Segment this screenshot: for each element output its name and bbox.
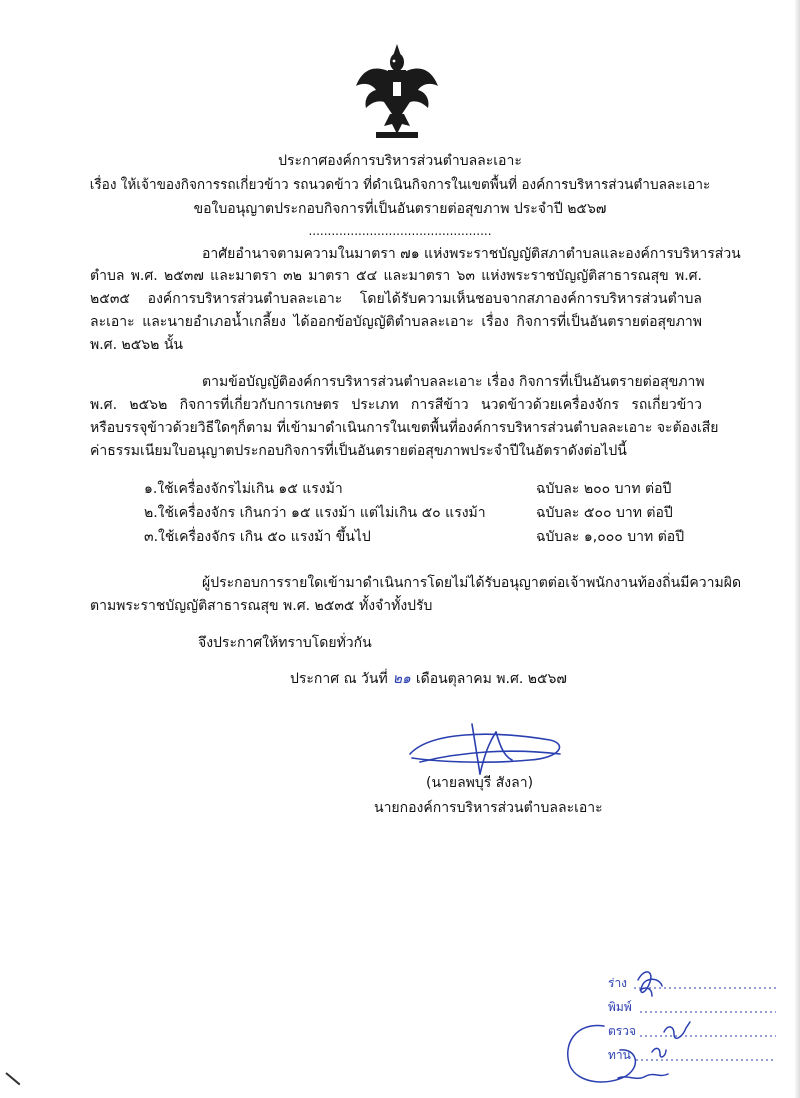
paragraph-3-line-2: ตามพระราชบัญญัติสาธารณสุข พ.ศ. ๒๕๓๕ ทั้งจำทั้งปรับ — [90, 598, 433, 614]
garuda-emblem — [354, 42, 440, 142]
date-day-handwritten: ๒๑ — [392, 671, 411, 687]
fee-rate-2: ฉบับละ ๕๐๐ บาท ต่อปี — [536, 505, 673, 521]
stamp-label-reviewed: ทาน — [608, 1048, 631, 1062]
signatory-name: (นายลพบุรี สังลา) — [426, 775, 534, 791]
routing-stamp — [596, 972, 792, 1096]
subject-line-2: ขอใบอนุญาตประกอบกิจการที่เป็นอันตรายต่อสุขภาพ ประจำปี ๒๕๖๗ — [193, 201, 607, 217]
paragraph-1-line-4: ละเอาะ และนายอำเภอน้ำเกลี้ยง ได้ออกข้อบัญญัติตำบลละเอาะ เรื่อง กิจการที่เป็นอันตรายต่อสุขภาพ — [90, 314, 702, 330]
paragraph-2-line-4: ค่าธรรมเนียมใบอนุญาตประกอบกิจการที่เป็นอันตรายต่อสุขภาพประจำปีในอัตราดังต่อไปนี้ — [90, 443, 627, 459]
closing-statement: จึงประกาศให้ทราบโดยทั่วกัน — [198, 635, 372, 651]
fee-rate-1: ฉบับละ ๒๐๐ บาท ต่อปี — [536, 481, 672, 497]
scan-mark — [5, 1072, 20, 1085]
paragraph-1-line-3: ๒๕๓๕ องค์การบริหารส่วนตำบลละเอาะ โดยได้รับความเห็นชอบจากสภาองค์การบริหารส่วนตำบล — [90, 291, 702, 307]
date-line — [290, 668, 567, 690]
paragraph-2-line-1: ตามข้อบัญญัติองค์การบริหารส่วนตำบลละเอาะ เรื่อง กิจการที่เป็นอันตรายต่อสุขภาพ — [202, 374, 705, 390]
fee-item-1: ๑.ใช้เครื่องจักรไม่เกิน ๑๕ แรงม้า — [144, 481, 343, 497]
paragraph-1-line-5: พ.ศ. ๒๕๖๒ นั้น — [90, 337, 183, 353]
stamp-label-draft: ร่าง — [608, 976, 628, 990]
paragraph-3-line-1: ผู้ประกอบการรายใดเข้ามาดำเนินการโดยไม่ได้รับอนุญาตต่อเจ้าพนักงานท้องถิ่นมีความผิด — [202, 575, 742, 591]
title-separator: ................................................ — [308, 224, 492, 238]
paragraph-2-line-3: หรือบรรจุข้าวด้วยวิธีใดๆก็ตาม ที่เข้ามาดำเนินการในเขตพื้นที่องค์การบริหารส่วนตำบลละเอาะ จะต้องเสีย — [90, 420, 719, 436]
signature — [400, 718, 570, 778]
fee-item-3: ๓.ใช้เครื่องจักร เกิน ๕๐ แรงม้า ขึ้นไป — [144, 529, 371, 545]
paragraph-2-line-2: พ.ศ. ๒๕๖๒ กิจการที่เกี่ยวกับการเกษตร ประเภท การสีข้าว นวดข้าวด้วยเครื่องจักร รถเกี่ยวข้าว — [90, 397, 702, 413]
fee-rate-3: ฉบับละ ๑,๐๐๐ บาท ต่อปี — [536, 529, 685, 545]
signatory-position: นายกองค์การบริหารส่วนตำบลละเอาะ — [374, 800, 603, 816]
subject-line-1: เรื่อง ให้เจ้าของกิจการรถเกี่ยวข้าว รถนวดข้าว ที่ดำเนินกิจการในเขตพื้นที่ องค์การบริหารส่วนตำบลละเอาะ — [89, 177, 711, 193]
scan-edge-shadow — [794, 0, 800, 1098]
stamp-label-typed: พิมพ์ — [608, 1000, 632, 1014]
paragraph-1-line-2: ตำบล พ.ศ. ๒๕๓๗ และมาตรา ๓๒ มาตรา ๕๔ และมาตรา ๖๓ แห่งพระราชบัญญัติสาธารณสุข พ.ศ. — [90, 268, 702, 284]
stamp-initials — [556, 966, 792, 1096]
date-prefix: ประกาศ ณ วันที่ — [290, 671, 388, 687]
stamp-label-checked: ตรวจ — [608, 1024, 637, 1038]
date-suffix: เดือนตุลาคม พ.ศ. ๒๕๖๗ — [415, 671, 567, 687]
announcement-title: ประกาศองค์การบริหารส่วนตำบลละเอาะ — [278, 153, 522, 169]
paragraph-1-line-1: อาศัยอำนาจตามความในมาตรา ๗๑ แห่งพระราชบัญญัติสภาตำบลและองค์การบริหารส่วน — [202, 246, 741, 262]
fee-item-2: ๒.ใช้เครื่องจักร เกินกว่า ๑๕ แรงม้า แต่ไม่เกิน ๕๐ แรงม้า — [144, 505, 486, 521]
